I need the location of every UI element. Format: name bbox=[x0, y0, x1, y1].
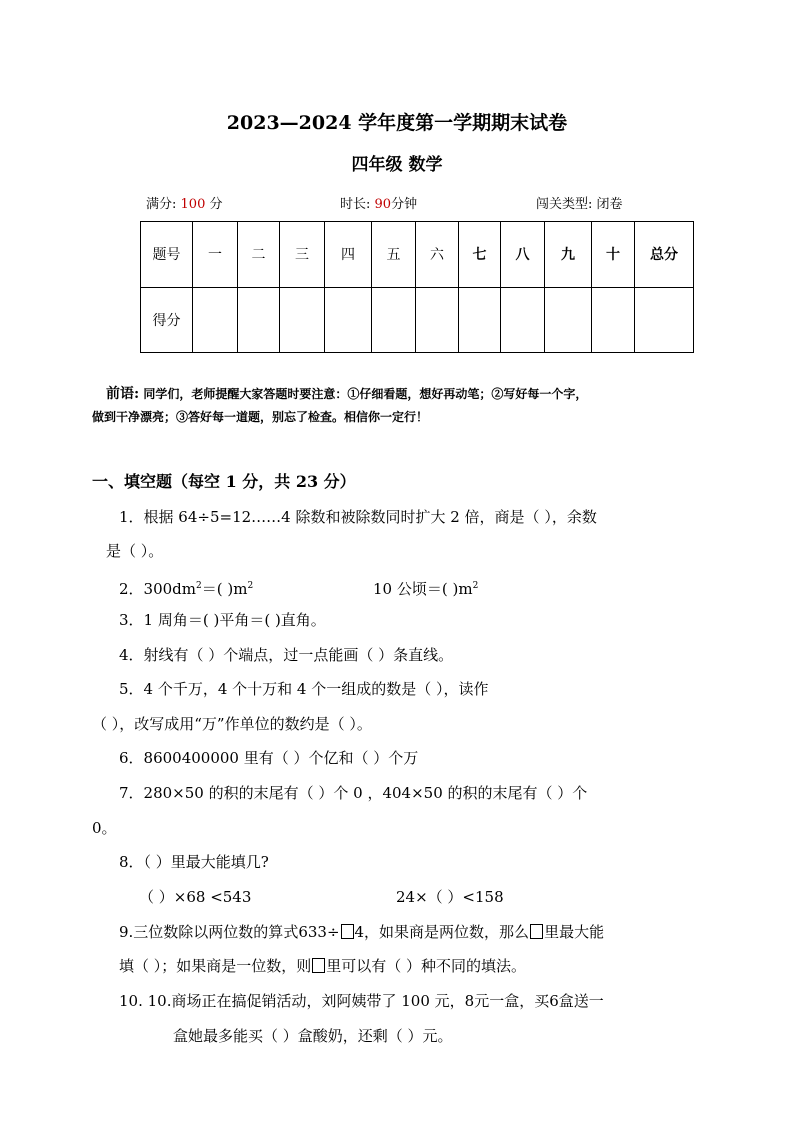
intro-text-1: 同学们，老师提醒大家答题时要注意：①仔细看题，想好再动笔；②写好每一个字， bbox=[143, 387, 588, 401]
score-cell[interactable] bbox=[193, 287, 238, 353]
exam-subtitle: 四年级 数学 bbox=[351, 155, 443, 175]
question-8-head: 8．（ ）里最大能填几? bbox=[119, 853, 269, 871]
col-header: 二 bbox=[238, 222, 280, 288]
question-6: 6．8600400000 里有（ ）个亿和（ ）个万 bbox=[119, 749, 419, 767]
score-cell[interactable] bbox=[459, 287, 501, 353]
score-table-header-row bbox=[141, 222, 694, 288]
blank-square-icon bbox=[341, 924, 354, 939]
blank-square-icon bbox=[530, 924, 543, 939]
score-cell[interactable] bbox=[592, 287, 635, 353]
col-header: 十 bbox=[592, 222, 635, 288]
full-score-unit: 分 bbox=[209, 197, 223, 212]
q2-part-b: ＝( )m bbox=[201, 580, 248, 598]
total-score-header: 总分 bbox=[635, 222, 694, 288]
score-cell[interactable] bbox=[501, 287, 545, 353]
col-header: 四 bbox=[325, 222, 372, 288]
col-header: 五 bbox=[372, 222, 416, 288]
duration-unit: 分钟 bbox=[391, 197, 418, 212]
col-header: 九 bbox=[545, 222, 592, 288]
q2-sup-3: 2 bbox=[472, 581, 479, 591]
question-10-line-2: 盒她最多能买（ ）盒酸奶，还剩（ ）元。 bbox=[173, 1027, 453, 1045]
score-cell[interactable] bbox=[545, 287, 592, 353]
question-8-b: 24×（ ）<158 bbox=[396, 888, 504, 906]
q9-part-e: 里可以有（ ）种不同的填法。 bbox=[326, 957, 527, 975]
section-1-heading: 一、填空题（每空 1 分，共 23 分） bbox=[92, 472, 356, 491]
col-header: 八 bbox=[501, 222, 545, 288]
intro-line-1 bbox=[106, 383, 587, 406]
score-cell[interactable] bbox=[280, 287, 325, 353]
col-header: 一 bbox=[193, 222, 238, 288]
q2-part-c: 10 公顷＝( )m bbox=[373, 580, 473, 598]
full-score-label: 满分: bbox=[146, 197, 177, 212]
score-label: 得分 bbox=[141, 287, 193, 353]
q9-part-a: 9.三位数除以两位数的算式633÷ bbox=[119, 923, 340, 941]
question-9-line-1 bbox=[119, 922, 604, 942]
full-score-info bbox=[146, 193, 223, 212]
q9-part-d: 填（ ）；如果商是一位数，则 bbox=[119, 957, 312, 975]
question-number-label: 题号 bbox=[141, 222, 193, 288]
question-5-line-1: 5．4 个千万，4 个十万和 4 个一组成的数是（ ），读作 bbox=[119, 680, 489, 698]
score-cell[interactable] bbox=[238, 287, 280, 353]
exam-title: 2023—2024 学年度第一学期期末试卷 bbox=[226, 112, 568, 134]
score-table bbox=[140, 221, 694, 353]
duration-info bbox=[340, 193, 417, 212]
question-10-line-1: 10. 10.商场正在搞促销活动，刘阿姨带了 100 元，8元一盒，买6盒送一 bbox=[119, 992, 604, 1010]
col-header: 三 bbox=[280, 222, 325, 288]
total-score-cell[interactable] bbox=[635, 287, 694, 353]
score-cell[interactable] bbox=[416, 287, 459, 353]
q2-sup-2: 2 bbox=[247, 581, 254, 591]
col-header: 六 bbox=[416, 222, 459, 288]
exam-type-label: 闯关类型: bbox=[536, 197, 593, 212]
q2-part-a: 2．300dm bbox=[119, 580, 196, 598]
question-7-line-2: 0。 bbox=[92, 819, 117, 837]
q9-part-c: 里最大能 bbox=[544, 923, 605, 941]
score-cell[interactable] bbox=[325, 287, 372, 353]
intro-line-2: 做到干净漂亮；③答好每一道题，别忘了检查。相信你一定行！ bbox=[92, 410, 429, 424]
question-4: 4．射线有（ ）个端点，过一点能画（ ）条直线。 bbox=[119, 646, 454, 664]
question-2-part-c bbox=[373, 576, 478, 599]
score-cell[interactable] bbox=[372, 287, 416, 353]
question-3: 3．1 周角＝( )平角＝( )直角。 bbox=[119, 611, 326, 629]
duration-label: 时长: bbox=[340, 197, 371, 212]
question-1-line-2: 是（ ）。 bbox=[106, 542, 164, 560]
question-9-line-2 bbox=[119, 956, 526, 976]
col-header: 七 bbox=[459, 222, 501, 288]
question-5-line-2: （ ），改写成用“万”作单位的数约是（ ）。 bbox=[92, 715, 372, 733]
exam-type-info bbox=[536, 193, 623, 212]
exam-type-value: 闭卷 bbox=[596, 197, 623, 212]
q2-sup-1: 2 bbox=[196, 581, 202, 591]
question-1-line-1: 1．根据 64÷5=12……4 除数和被除数同时扩大 2 倍，商是（ ），余数 bbox=[119, 508, 597, 526]
q9-part-b: 4，如果商是两位数，那么 bbox=[354, 923, 530, 941]
question-2 bbox=[119, 576, 253, 599]
intro-label: 前语: bbox=[106, 386, 140, 402]
question-8-a: （ ）×68 <543 bbox=[139, 888, 252, 906]
duration-value: 90 bbox=[374, 197, 392, 212]
blank-square-icon bbox=[312, 958, 325, 973]
question-7-line-1: 7．280×50 的积的末尾有（ ）个 0 ，404×50 的积的末尾有（ ）个 bbox=[119, 784, 588, 802]
score-table-score-row bbox=[141, 287, 694, 353]
full-score-value: 100 bbox=[180, 197, 206, 212]
